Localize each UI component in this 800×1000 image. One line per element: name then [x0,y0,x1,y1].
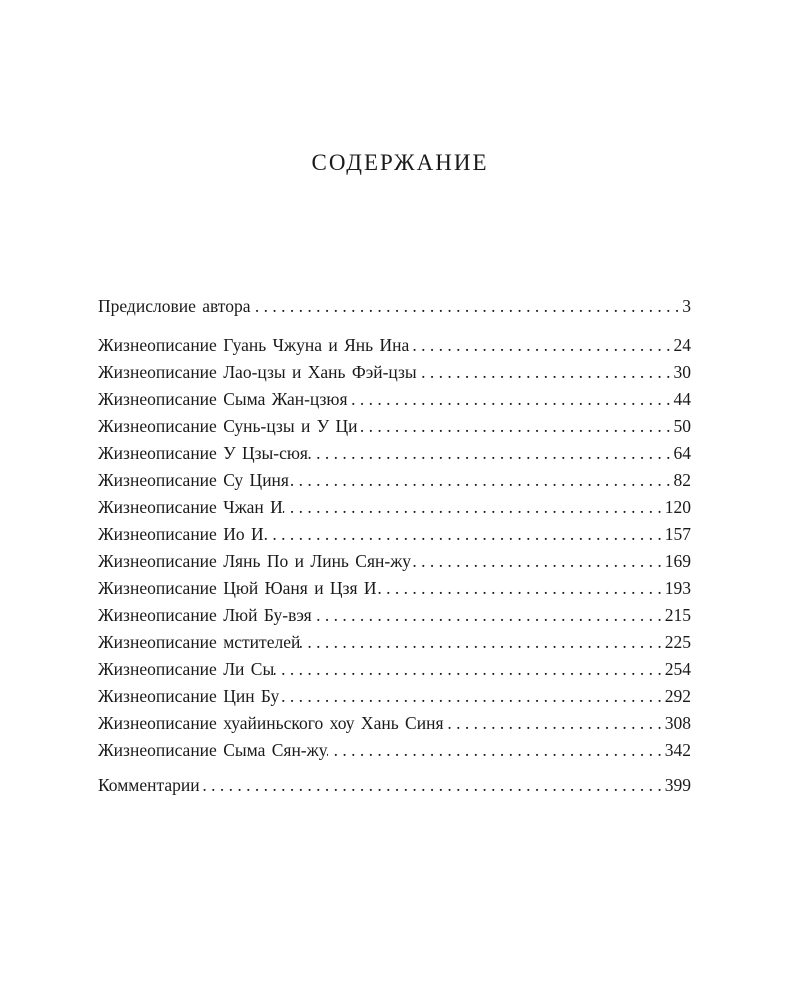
dot-leader [264,521,662,548]
toc-entry-page: 64 [673,443,691,463]
toc-entry[interactable] [98,710,691,737]
page-title: СОДЕРЖАНИЕ [311,150,489,175]
toc-entry[interactable] [98,629,691,656]
toc-entry-page: 157 [664,524,691,544]
toc-entry-page: 308 [664,713,691,733]
table-of-contents [98,293,691,799]
dot-leader [327,737,661,764]
toc-entry[interactable] [98,575,691,602]
toc-entry-title: Жизнеописание Сунь-цзы и У Ци [98,416,358,436]
toc-entry[interactable] [98,521,691,548]
toc-entry[interactable] [98,386,691,413]
toc-entry-title: Жизнеописание Сыма Жан-цзюя [98,389,348,409]
dot-leader [444,710,662,737]
toc-entry-title: Жизнеописание У Цзы-сюя [98,443,308,463]
toc-entry-title: Жизнеописание Лянь По и Линь Сян-жу [98,551,412,571]
dot-leader [200,772,662,799]
toc-entry-page: 44 [673,389,691,409]
toc-entry-title: Жизнеописание Ио И [98,524,264,544]
toc-entry-title: Комментарии [98,775,200,795]
toc-entry-page: 24 [673,335,691,355]
toc-entry-page: 169 [664,551,691,571]
toc-entry-title: Жизнеописание Су Циня [98,470,289,490]
dot-leader [289,467,671,494]
toc-entry-page: 342 [664,740,691,760]
toc-entry[interactable] [98,548,691,575]
toc-entry[interactable] [98,359,691,386]
toc-entry-page: 215 [664,605,691,625]
toc-entry-page: 120 [664,497,691,517]
toc-entry-page: 292 [664,686,691,706]
toc-entry-page: 30 [673,362,691,382]
toc-entry-title: Жизнеописание мстителей [98,632,301,652]
dot-leader [409,332,670,359]
dot-leader [308,440,671,467]
toc-entry[interactable] [98,440,691,467]
dot-leader [274,656,662,683]
dot-leader [251,293,680,320]
dot-leader [348,386,671,413]
dot-leader [411,548,662,575]
toc-entry-title: Жизнеописание Чжан И [98,497,283,517]
toc-entry[interactable] [98,413,691,440]
toc-entry-commentary[interactable] [98,772,691,799]
toc-entry-title: Жизнеописание Гуань Чжуна и Янь Ина [98,335,410,355]
dot-leader [300,629,661,656]
toc-entry-page: 82 [673,470,691,490]
toc-entry-preface[interactable] [98,293,691,320]
dot-leader [279,683,661,710]
toc-entry-title: Жизнеописание Цин Бу [98,686,280,706]
dot-leader [358,413,671,440]
toc-entry[interactable] [98,494,691,521]
toc-entry-title: Жизнеописание Сыма Сян-жу [98,740,328,760]
toc-entry-page: 254 [664,659,691,679]
toc-entry-title: Жизнеописание Ли Сы [98,659,275,679]
toc-entry[interactable] [98,332,691,359]
dot-leader [312,602,662,629]
toc-entry[interactable] [98,683,691,710]
toc-entry-page: 3 [682,296,691,316]
toc-entry-page: 225 [664,632,691,652]
toc-entry-title: Жизнеописание хуайиньского хоу Хань Синя [98,713,444,733]
toc-entry-title: Предисловие автора [98,296,251,316]
toc-entry[interactable] [98,656,691,683]
toc-entry-page: 50 [673,416,691,436]
dot-leader [417,359,671,386]
toc-entry-title: Жизнеописание Лао-цзы и Хань Фэй-цзы [98,362,417,382]
toc-entry-page: 193 [664,578,691,598]
toc-entry[interactable] [98,602,691,629]
toc-entry-title: Жизнеописание Люй Бу-вэя [98,605,312,625]
toc-entry[interactable] [98,737,691,764]
toc-entry-page: 399 [664,775,691,795]
dot-leader [377,575,662,602]
toc-entry[interactable] [98,467,691,494]
toc-entry-title: Жизнеописание Цюй Юаня и Цзя И [98,578,377,598]
dot-leader [283,494,662,521]
